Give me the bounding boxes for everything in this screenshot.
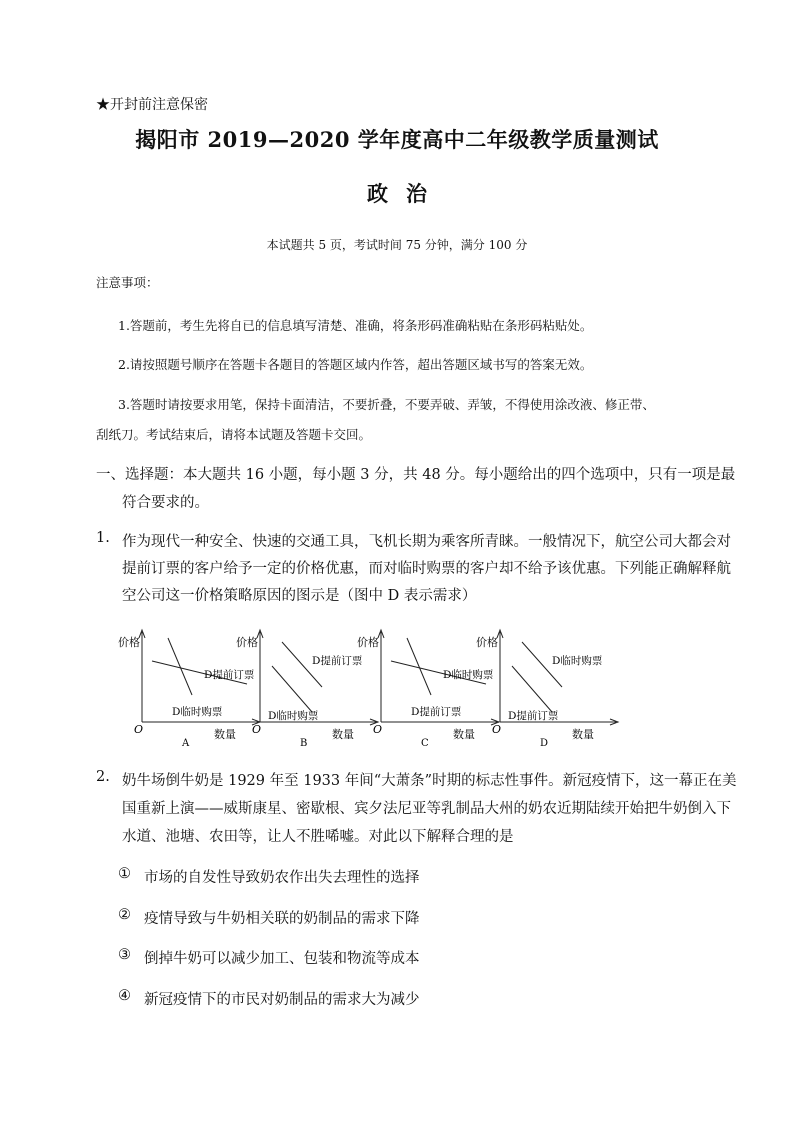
question-1-text: 空公司这一价格策略原因的图示是（图中 D 表示需求） [122,588,477,604]
notice-item: 2.请按照题号顺序在答题卡各题目的答题区域内作答，超出答题区域书写的答案无效。 [118,357,593,372]
x-axis-label: 数量 [453,728,475,741]
chart-title: D [540,738,549,749]
option-number: ① [118,866,131,882]
curve-label: D临时购票 [172,706,223,718]
x-axis-label: 数量 [214,728,236,741]
option-number: ④ [118,988,131,1004]
x-axis-label: 数量 [572,728,594,741]
demand-curve [512,666,552,712]
question-1-text: 作为现代一种安全、快速的交通工具，飞机长期为乘客所青睐。一般情况下，航空公司大都会对 [122,534,731,550]
demand-curve [168,638,192,695]
origin-label: O [373,723,383,736]
option-number: ② [118,907,131,923]
y-axis-label: 价格 [476,636,498,649]
y-axis-label: 价格 [357,636,379,649]
curve-label: D临时购票 [268,710,319,722]
notice-item: 1.答题前，考生先将自已的信息填写清楚、准确，将条形码准确粘贴在条形码粘贴处。 [118,318,593,333]
notice-item: 刮纸刀。考试结束后，请将本试题及答题卡交回。 [96,427,372,442]
curve-label: D提前订票 [411,706,462,718]
origin-label: O [492,723,502,736]
curve-label: D提前订票 [312,655,363,667]
option-text: 倒掉牛奶可以减少加工、包装和物流等成本 [144,951,420,967]
y-axis-label: 价格 [236,636,258,649]
option-text: 疫情导致与牛奶相关联的奶制品的需求下降 [144,911,420,927]
notice-item: 3.答题时请按要求用笔，保持卡面清洁，不要折叠，不要弄破、弄皱，不得使用涂改液、修正带、 [118,397,655,412]
exam-title: 揭阳市 2019—2020 学年度高中二年级教学质量测试 [135,127,659,152]
question-2-text: 奶牛场倒牛奶是 1929 年至 1933 年间“大萧条”时期的标志性事件。新冠疫情下，这一幕正在美 [122,773,737,789]
exam-info: 本试题共 5 页，考试时间 75 分钟，满分 100 分 [266,238,528,252]
question-1-number: 1. [96,530,110,546]
chart-title: B [300,738,308,749]
notice-heading: 注意事项： [96,275,159,290]
x-axis-label: 数量 [332,728,354,741]
option-text: 新冠疫情下的市民对奶制品的需求大为减少 [144,992,420,1008]
demand-curve [407,638,431,695]
curve-label: D提前订票 [204,669,255,681]
question-1-text: 提前订票的客户给予一定的价格优惠，而对临时购票的客户却不给予该优惠。下列能正确解释航 [122,561,731,577]
demand-charts [0,620,794,755]
confidential-notice: ★开封前注意保密 [96,97,208,113]
exam-subject: 政治 [367,181,445,206]
curve-label: D临时购票 [552,655,603,667]
question-2-text: 水道、池塘、农田等，让人不胜唏嘘。对此以下解释合理的是 [122,829,514,845]
chart-title: A [182,738,190,749]
origin-label: O [252,723,262,736]
chart-title: C [421,738,429,749]
curve-label: D提前订票 [508,710,559,722]
y-axis-label: 价格 [118,636,140,649]
origin-label: O [134,723,144,736]
curve-label: D临时购票 [443,669,494,681]
question-2-text: 国重新上演——威斯康星、密歇根、宾夕法尼亚等乳制品大州的奶农近期陆续开始把牛奶倒入下 [122,801,731,817]
section-heading-cont: 符合要求的。 [122,495,209,511]
section-heading: 一、选择题：本大题共 16 小题，每小题 3 分，共 48 分。每小题给出的四个选项中，只有一项是最 [96,467,736,483]
option-number: ③ [118,947,131,963]
question-2-number: 2. [96,769,110,785]
option-text: 市场的自发性导致奶农作出失去理性的选择 [144,870,420,886]
demand-curve [272,666,312,712]
